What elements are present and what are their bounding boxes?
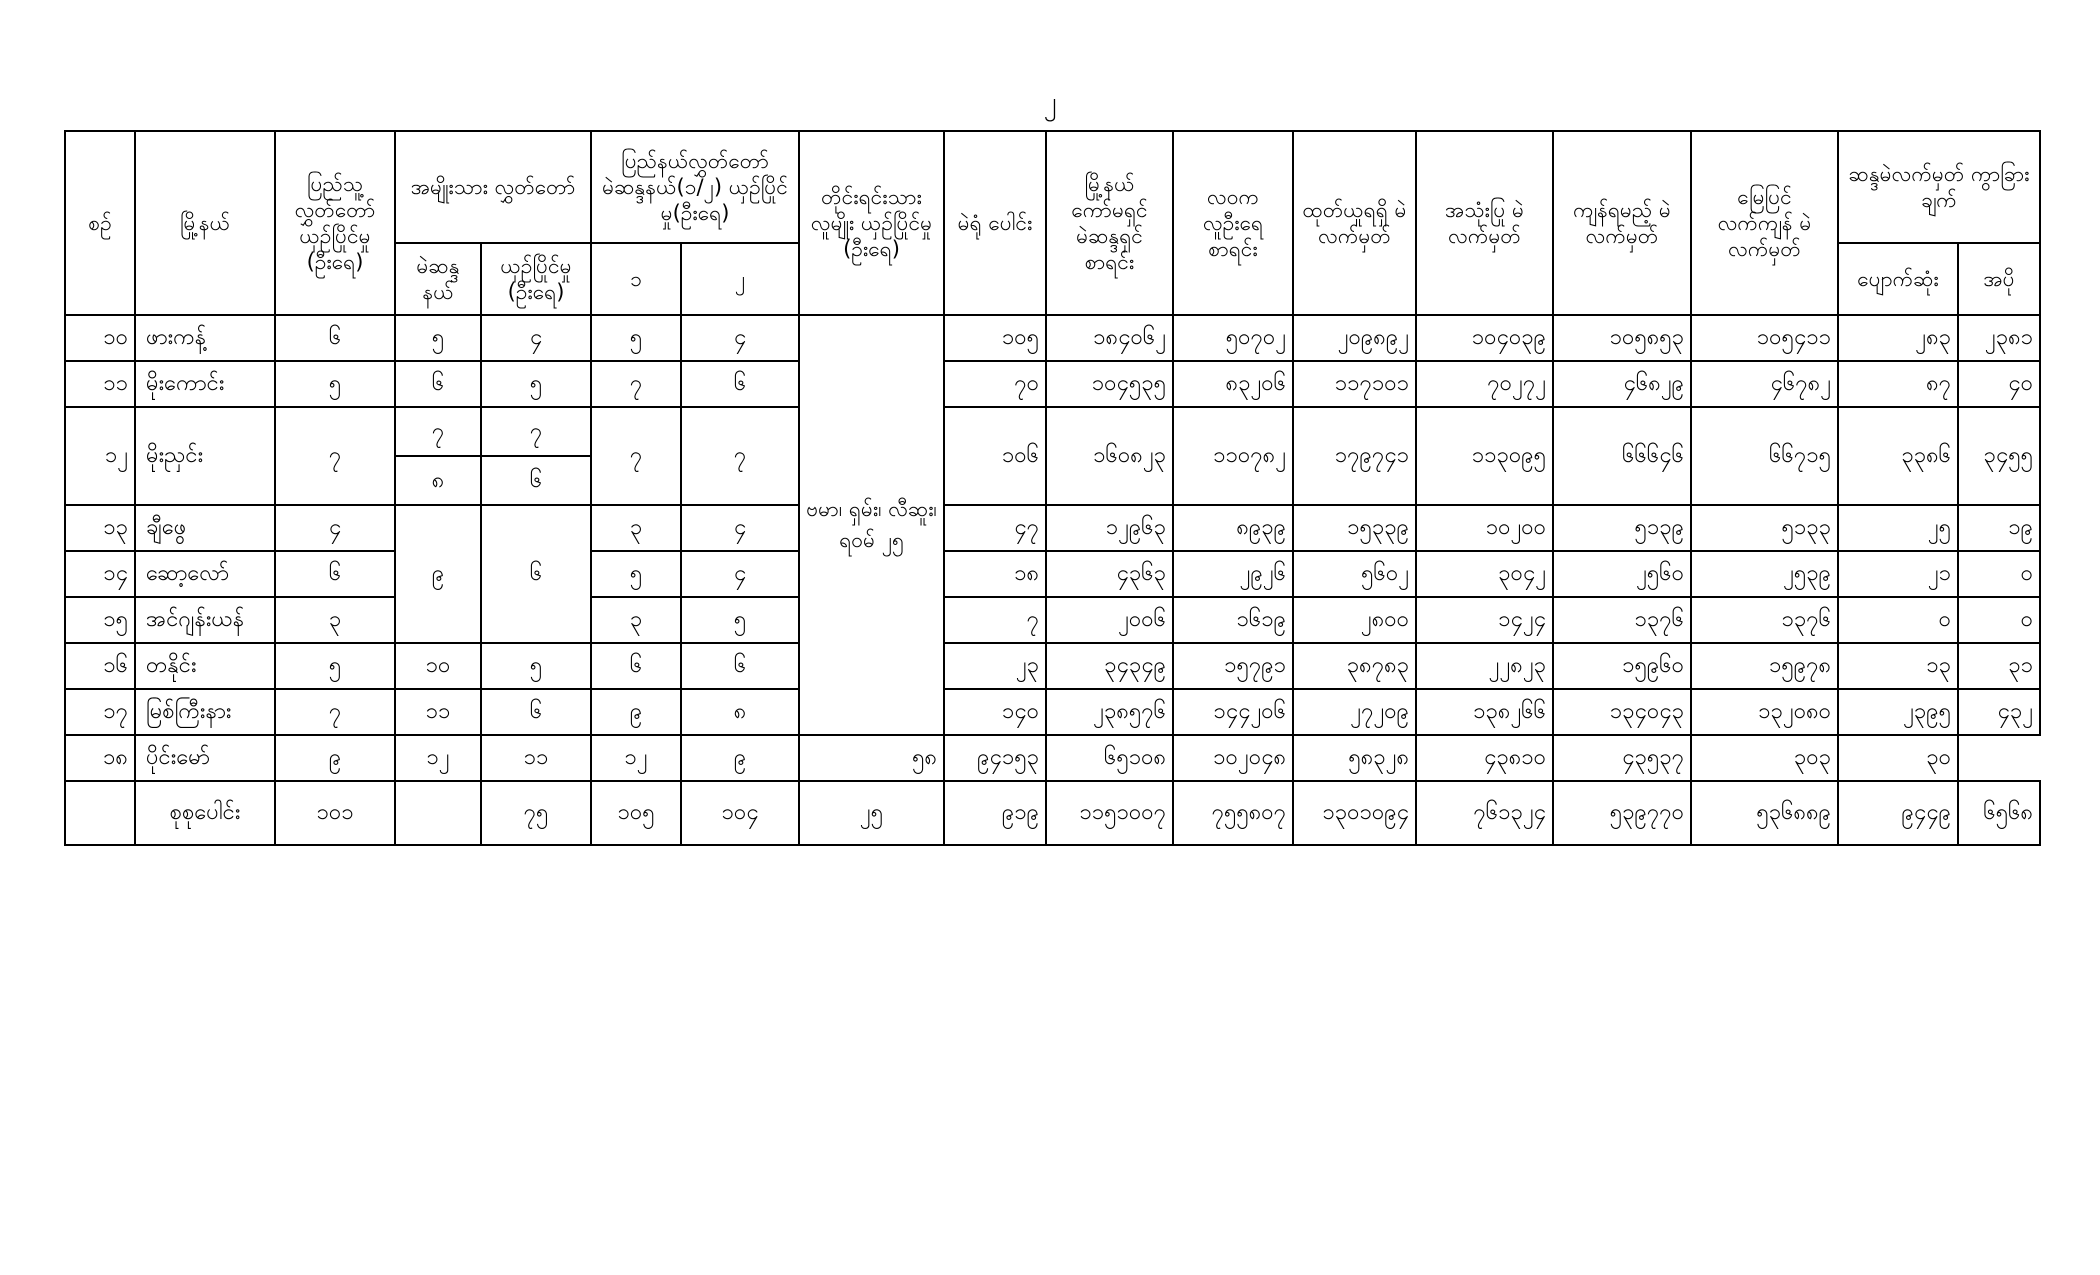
cell-amyotha-contest: ၆	[481, 456, 591, 505]
cell-stations: ၇	[944, 597, 1046, 643]
cell-voters: ၂၃၈၅၇၆	[1046, 689, 1173, 735]
header-amyotha-contest: ယှဉ်ပြိုင်မှု (ဦးရေ)	[481, 243, 591, 315]
cell-region-1: ၅	[591, 315, 681, 361]
cell-total-label: စုစုပေါင်း	[135, 781, 275, 845]
cell-stations: ၁၀၅	[944, 315, 1046, 361]
cell-region-1: ၇	[591, 361, 681, 407]
cell-pyithu: ၇	[275, 407, 395, 505]
cell-turnout: ၈၉၃၉	[1173, 505, 1293, 551]
cell-actual-remaining: ၁၅၉၇၈	[1691, 643, 1838, 689]
header-no: စဉ်	[65, 131, 135, 315]
cell-region-1: ၆	[591, 643, 681, 689]
cell-turnout: ၇၅၅၈၀၇	[1173, 781, 1293, 845]
cell-stations: ၄၇	[944, 505, 1046, 551]
cell-used: ၁၀၄၀၃၉	[1416, 315, 1553, 361]
cell-amyotha-constituency: ၅	[395, 315, 481, 361]
cell-issued: ၁၃၀၁၀၉၄	[1293, 781, 1416, 845]
cell-used: ၇၆၁၃၂၄	[1416, 781, 1553, 845]
cell-pyithu: ၇	[275, 689, 395, 735]
cell-region-2: ၁၀၄	[681, 781, 799, 845]
cell-turnout: ၁၄၄၂၀၆	[1173, 689, 1293, 735]
header-amyotha-constituency: မဲဆန္ဒ နယ်	[395, 243, 481, 315]
cell-region-1: ၁၂	[591, 735, 681, 781]
cell-township: ဆော့လော်	[135, 551, 275, 597]
cell-pyithu: ၆	[275, 315, 395, 361]
cell-used: ၁၃၈၂၆၆	[1416, 689, 1553, 735]
header-pyithu: ပြည်သူ့ လွှတ်တော် ယှဉ်ပြိုင်မှု (ဦးရေ)	[275, 131, 395, 315]
header-used: အသုံးပြု မဲလက်မှတ်	[1416, 131, 1553, 315]
cell-actual-remaining: ၄၃၅၃၇	[1553, 735, 1691, 781]
header-township: မြို့နယ်	[135, 131, 275, 315]
cell-no: ၁၃	[65, 505, 135, 551]
cell-remaining: ၆၆၆၄၆	[1553, 407, 1691, 505]
cell-turnout: ၁၅၇၉၁	[1173, 643, 1293, 689]
cell-region-1: ၅	[591, 551, 681, 597]
cell-amyotha-contest: ၆	[481, 689, 591, 735]
cell-stations: ၁၄၀	[944, 689, 1046, 735]
cell-region-2: ၅	[681, 597, 799, 643]
cell-voters: ၁၀၄၅၃၅	[1046, 361, 1173, 407]
header-turnout: လဝက လူဦးရေ စာရင်း	[1173, 131, 1293, 315]
cell-actual-remaining: ၅၁၃၃	[1691, 505, 1838, 551]
cell-region-2: ၈	[681, 689, 799, 735]
cell-amyotha-constituency: ၉	[395, 505, 481, 643]
cell-used: ၁၁၃၀၉၅	[1416, 407, 1553, 505]
cell-no: ၁၈	[65, 735, 135, 781]
cell-issued: ၁၁၇၁၀၁	[1293, 361, 1416, 407]
cell-used: ၂၂၈၂၃	[1416, 643, 1553, 689]
cell-stations: ၁၀၆	[944, 407, 1046, 505]
cell-used: ၇၀၂၇၂	[1416, 361, 1553, 407]
cell-remaining: ၁၅၉၆၀	[1553, 643, 1691, 689]
cell-used: ၁၀၂၀၀	[1416, 505, 1553, 551]
cell-amyotha-constituency: ၇	[395, 407, 481, 456]
cell-region-1: ၇	[591, 407, 681, 505]
cell-used: ၅၈၃၂၈	[1293, 735, 1416, 781]
header-remaining: ကျန်ရမည့် မဲလက်မှတ်	[1553, 131, 1691, 315]
cell-pyithu: ၁၀၁	[275, 781, 395, 845]
header-region-2: ၂	[681, 243, 799, 315]
cell-township: တနိုင်း	[135, 643, 275, 689]
cell-township: မိုးညှင်း	[135, 407, 275, 505]
cell-stations: ၅၈	[799, 735, 944, 781]
cell-stations: ၁၈	[944, 551, 1046, 597]
cell-ethnic: ၂၅	[799, 781, 944, 845]
cell-lost: ၃၃၈၆	[1838, 407, 1958, 505]
cell-voters: ၃၄၃၄၉	[1046, 643, 1173, 689]
cell-amyotha-contest: ၆	[481, 505, 591, 643]
cell-voters: ၁၁၅၁၀၀၇	[1046, 781, 1173, 845]
cell-region-2: ၄	[681, 315, 799, 361]
cell-region-2: ၆	[681, 643, 799, 689]
cell-no: ၁၀	[65, 315, 135, 361]
cell-lost: ၈၇	[1838, 361, 1958, 407]
cell-actual-remaining: ၁၃၂၀၈၀	[1691, 689, 1838, 735]
cell-stations: ၂၃	[944, 643, 1046, 689]
cell-remaining: ၄၃၈၁၀	[1416, 735, 1553, 781]
cell-extra: ၄၃၂	[1958, 689, 2040, 735]
header-ethnic: တိုင်းရင်းသား လူမျိုး ယှဉ်ပြိုင်မှု (ဦးရေ)	[799, 131, 944, 315]
cell-lost: ၂၁	[1838, 551, 1958, 597]
cell-voters: ၉၄၁၅၃	[944, 735, 1046, 781]
cell-township: မိုးကောင်း	[135, 361, 275, 407]
cell-stations: ၇၀	[944, 361, 1046, 407]
cell-turnout: ၅၀၇၀၂	[1173, 315, 1293, 361]
cell-region-2: ၄	[681, 505, 799, 551]
cell-lost: ၀	[1838, 597, 1958, 643]
cell-extra: ၁၉	[1958, 505, 2040, 551]
cell-no: ၁၂	[65, 407, 135, 505]
cell-amyotha-constituency: ၁၁	[395, 689, 481, 735]
cell-region-1: ၃	[591, 597, 681, 643]
cell-no	[65, 781, 135, 845]
cell-turnout: ၁၁၀၇၈၂	[1173, 407, 1293, 505]
header-diff-extra: အပို	[1958, 243, 2040, 315]
cell-extra: ၀	[1958, 551, 2040, 597]
cell-lost: ၃၀၃	[1691, 735, 1838, 781]
cell-actual-remaining: ၆၆၇၁၅	[1691, 407, 1838, 505]
cell-remaining: ၄၆၈၂၉	[1553, 361, 1691, 407]
cell-region-2: ၉	[681, 735, 799, 781]
cell-region-2: ၆	[681, 361, 799, 407]
cell-voters: ၂၀၀၆	[1046, 597, 1173, 643]
cell-amyotha-constituency: ၁၀	[395, 643, 481, 689]
cell-ethnic-note: ဗမာ၊ ရှမ်း၊ လီဆူး၊ ရဝမ် ၂၅	[799, 315, 944, 735]
cell-issued: ၂၀၉၈၉၂	[1293, 315, 1416, 361]
cell-voters: ၁၂၉၆၃	[1046, 505, 1173, 551]
cell-stations: ၉၁၉	[944, 781, 1046, 845]
cell-lost: ၂၃၉၅	[1838, 689, 1958, 735]
cell-amyotha-constituency	[395, 781, 481, 845]
cell-extra: ၄၀	[1958, 361, 2040, 407]
cell-remaining: ၂၅၆၀	[1553, 551, 1691, 597]
table-row	[65, 407, 2040, 456]
cell-used: ၁၄၂၄	[1416, 597, 1553, 643]
cell-pyithu: ၆	[275, 551, 395, 597]
cell-region-1: ၁၀၅	[591, 781, 681, 845]
header-region: ပြည်နယ်လွှတ်တော် မဲဆန္ဒနယ်(၁/၂) ယှဉ်ပြိုင်မှု(ဦးရေ)	[591, 131, 799, 243]
header-stations: မဲရုံ ပေါင်း	[944, 131, 1046, 315]
cell-pyithu: ၃	[275, 597, 395, 643]
cell-region-1: ၉	[591, 689, 681, 735]
header-region-1: ၁	[591, 243, 681, 315]
cell-township: ဖားကန့်	[135, 315, 275, 361]
cell-no: ၁၁	[65, 361, 135, 407]
cell-amyotha-contest: ၅	[481, 643, 591, 689]
header-diff-lost: ပျောက်ဆုံး	[1838, 243, 1958, 315]
cell-turnout: ၂၉၂၆	[1173, 551, 1293, 597]
cell-voters: ၁၆၀၈၂၃	[1046, 407, 1173, 505]
cell-region-2: ၇	[681, 407, 799, 505]
cell-township: ပိုင်းမော်	[135, 735, 275, 781]
cell-lost: ၂၅	[1838, 505, 1958, 551]
cell-pyithu: ၅	[275, 361, 395, 407]
cell-actual-remaining: ၁၃၇၆	[1691, 597, 1838, 643]
cell-actual-remaining: ၂၅၃၉	[1691, 551, 1838, 597]
cell-remaining: ၅၃၉၇၇၀	[1553, 781, 1691, 845]
cell-remaining: ၁၃၄၀၄၃	[1553, 689, 1691, 735]
ballot-summary-table	[64, 130, 2041, 846]
cell-amyotha-contest: ၇၅	[481, 781, 591, 845]
cell-issued: ၁၇၉၇၄၁	[1293, 407, 1416, 505]
cell-region-1: ၃	[591, 505, 681, 551]
cell-amyotha-contest: ၅	[481, 361, 591, 407]
cell-extra: ၃၁	[1958, 643, 2040, 689]
header-actual-remaining: မြေပြင် လက်ကျန် မဲလက်မှတ်	[1691, 131, 1838, 315]
table-row	[65, 735, 2040, 781]
table-row	[65, 505, 2040, 551]
cell-township: မြစ်ကြီးနား	[135, 689, 275, 735]
cell-extra: ၃၄၅၅	[1958, 407, 2040, 505]
cell-remaining: ၅၁၃၉	[1553, 505, 1691, 551]
cell-voters: ၄၃၆၃	[1046, 551, 1173, 597]
table-row	[65, 689, 2040, 735]
cell-pyithu: ၅	[275, 643, 395, 689]
cell-pyithu: ၉	[275, 735, 395, 781]
cell-remaining: ၁၃၇၆	[1553, 597, 1691, 643]
table-row	[65, 643, 2040, 689]
cell-actual-remaining: ၄၆၇၈၂	[1691, 361, 1838, 407]
header-voters: မြို့နယ် ကော်မရှင် မဲဆန္ဒရှင် စာရင်း	[1046, 131, 1173, 315]
cell-pyithu: ၄	[275, 505, 395, 551]
cell-no: ၁၆	[65, 643, 135, 689]
cell-region-2: ၄	[681, 551, 799, 597]
cell-issued: ၁၅၃၃၉	[1293, 505, 1416, 551]
cell-lost: ၂၈၃	[1838, 315, 1958, 361]
table-row	[65, 597, 2040, 643]
total-row	[65, 781, 2040, 845]
header-amyotha: အမျိုးသား လွှတ်တော်	[395, 131, 591, 243]
cell-extra: ၆၅၆၈	[1958, 781, 2040, 845]
cell-amyotha-contest: ၁၁	[481, 735, 591, 781]
cell-actual-remaining: ၅၃၆၈၈၉	[1691, 781, 1838, 845]
cell-issued: ၃၈၇၈၃	[1293, 643, 1416, 689]
cell-voters: ၁၈၄၀၆၂	[1046, 315, 1173, 361]
cell-amyotha-constituency: ၁၂	[395, 735, 481, 781]
cell-township: အင်ဂျန်းယန်	[135, 597, 275, 643]
cell-extra: ၀	[1958, 597, 2040, 643]
cell-issued: ၅၆၀၂	[1293, 551, 1416, 597]
cell-issued: ၁၀၂၀၄၈	[1173, 735, 1293, 781]
cell-turnout: ၆၅၁၀၈	[1046, 735, 1173, 781]
cell-actual-remaining: ၁၀၅၄၁၁	[1691, 315, 1838, 361]
cell-extra: ၃၀	[1838, 735, 1958, 781]
cell-lost: ၉၄၄၉	[1838, 781, 1958, 845]
cell-lost: ၁၃	[1838, 643, 1958, 689]
cell-issued: ၂၈၀၀	[1293, 597, 1416, 643]
header-issued: ထုတ်ယူရရှိ မဲလက်မှတ်	[1293, 131, 1416, 315]
cell-township: ချီဖွေ	[135, 505, 275, 551]
cell-amyotha-contest: ၄	[481, 315, 591, 361]
cell-amyotha-constituency: ၆	[395, 361, 481, 407]
cell-no: ၁၄	[65, 551, 135, 597]
cell-remaining: ၁၀၅၈၅၃	[1553, 315, 1691, 361]
cell-used: ၃၀၄၂	[1416, 551, 1553, 597]
page-number: ၂	[1043, 87, 1057, 117]
cell-extra: ၂၃၈၁	[1958, 315, 2040, 361]
cell-turnout: ၈၃၂၀၆	[1173, 361, 1293, 407]
cell-amyotha-constituency: ၈	[395, 456, 481, 505]
cell-amyotha-contest: ၇	[481, 407, 591, 456]
cell-turnout: ၁၆၁၉	[1173, 597, 1293, 643]
table-row	[65, 361, 2040, 407]
header-difference: ဆန္ဒမဲလက်မှတ် ကွာခြားချက်	[1838, 131, 2040, 243]
cell-no: ၁၇	[65, 689, 135, 735]
table-row	[65, 551, 2040, 597]
cell-issued: ၂၇၂၀၉	[1293, 689, 1416, 735]
cell-no: ၁၅	[65, 597, 135, 643]
table-row	[65, 315, 2040, 361]
